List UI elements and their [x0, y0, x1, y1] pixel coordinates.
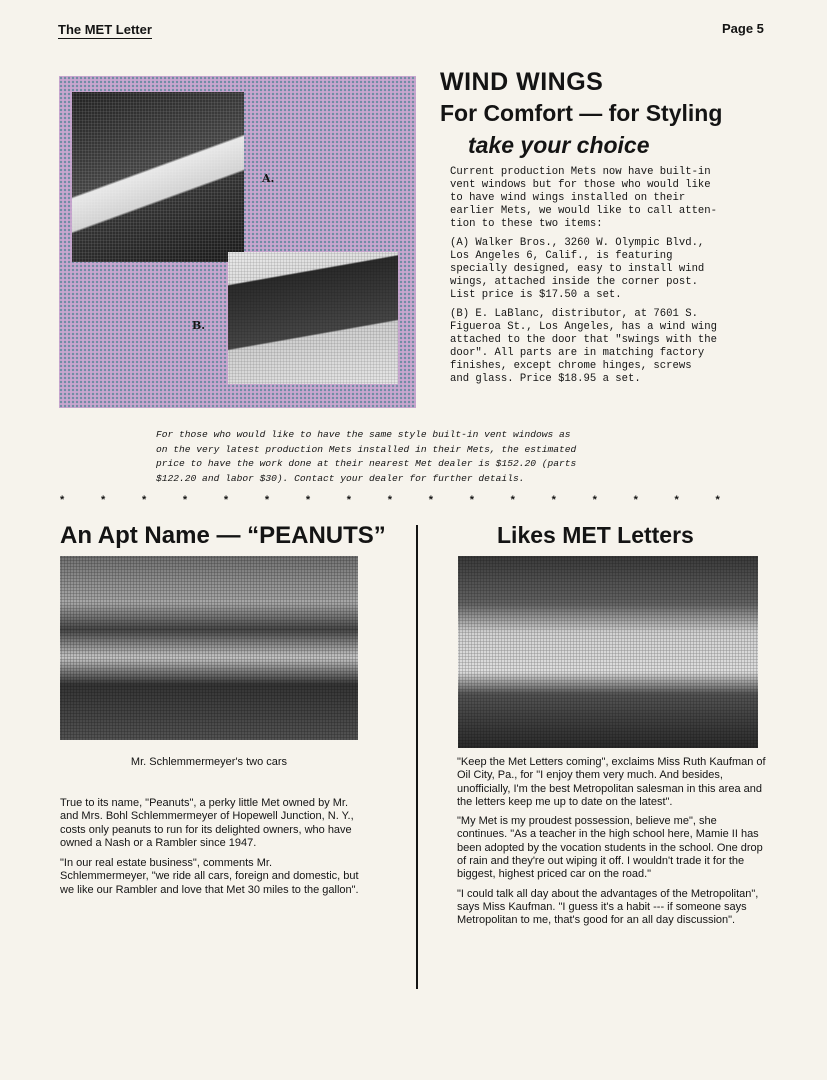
wind-wings-subtitle: For Comfort — for Styling — [440, 100, 723, 126]
divider-star: * — [305, 494, 311, 506]
photo-two-cars — [60, 556, 358, 740]
divider-star: * — [510, 494, 515, 506]
text-line: Los Angeles 6, Calif., is featuring — [450, 250, 673, 262]
text-line: List price is $17.50 a set. — [450, 289, 622, 301]
divider-star: * — [715, 494, 720, 506]
text-line: tion to these two items: — [450, 218, 603, 230]
paragraph: "Keep the Met Letters coming", exclaims Miss Ruth Kaufman of Oil City, Pa., for "I enjoy them very much. And besides, unofficially, I'm the best Metropolitan salesman in this area and the letters keep me up to date on the latest". — [457, 756, 766, 808]
note-line: For those who would like to have the same style built-in vent windows as — [156, 429, 571, 440]
text-line: Figueroa St., Los Angeles, has a wind wing — [450, 321, 718, 333]
text-line: finishes, except chrome hinges, screws — [450, 360, 692, 372]
divider-star: * — [182, 494, 188, 506]
text-line: earlier Mets, we would like to call atten- — [450, 205, 718, 217]
photo-label-b: B. — [192, 319, 206, 332]
paragraph: "My Met is my proudest possession, believe me", she continues. "As a teacher in the high school here, Mamie II has been adopted by the vocation students in the school. One drop of rain and they're out wiping it off. I wouldn't trade it for the biggest, highest priced car on the road." — [457, 815, 763, 881]
photo-wind-wing-a — [72, 92, 244, 262]
text-line: (A) Walker Bros., 3260 W. Olympic Blvd., — [450, 237, 705, 249]
divider-star: * — [633, 494, 638, 506]
paragraph: "In our real estate business", comments Mr. Schlemmermeyer, "we ride all cars, foreign and domestic, but we like our Rambler and love that Met 30 miles to the gallon". — [60, 857, 359, 896]
text-line: specially designed, easy to install wind — [450, 263, 705, 275]
divider-star: * — [100, 494, 106, 506]
divider-star: * — [469, 494, 474, 506]
text-line: vent windows but for those who would like — [450, 179, 711, 191]
peanuts-photo-caption: Mr. Schlemmermeyer's two cars — [130, 756, 288, 768]
text-line: attached to the door that "swings with the — [450, 334, 718, 346]
divider-star: * — [592, 494, 597, 506]
divider-star: * — [674, 494, 679, 506]
wind-wings-item-a — [450, 237, 770, 302]
peanuts-title: An Apt Name — “PEANUTS” — [60, 522, 386, 549]
divider-star: * — [551, 494, 556, 506]
wind-wings-body — [450, 166, 770, 392]
divider-star: * — [346, 494, 352, 506]
wind-wings-item-b — [450, 308, 770, 386]
note-line: $122.20 and labor $30). Contact your dealer for further details. — [156, 472, 525, 484]
divider-star: * — [428, 494, 433, 506]
divider-star: * — [387, 494, 393, 506]
text-line: Current production Mets now have built-in — [450, 166, 711, 178]
text-line: wings, attached inside the corner post. — [450, 276, 698, 288]
divider-star: * — [141, 494, 147, 506]
page-number: Page 5 — [722, 21, 764, 36]
divider-star: * — [60, 494, 65, 506]
paragraph: True to its name, "Peanuts", a perky little Met owned by Mr. and Mrs. Bohl Schlemmermeyer of Hopewell Junction, N. Y., costs only peanuts to run for its delighted owners, who have owned a Nash or a Rambler since 1947. — [60, 797, 354, 849]
column-rule — [416, 525, 418, 989]
wind-wings-note — [156, 428, 576, 486]
peanuts-body — [60, 797, 360, 904]
photo-label-a: A. — [262, 172, 275, 185]
wind-wings-title: WIND WINGS — [440, 68, 604, 96]
photo-convertible — [458, 556, 758, 748]
photo-wind-wing-b — [228, 252, 398, 384]
text-line: to have wind wings installed on their — [450, 192, 686, 204]
note-line: on the very latest production Mets installed in their Mets, the estimated — [156, 443, 577, 455]
divider-star: * — [223, 494, 229, 506]
paragraph: "I could talk all day about the advantages of the Metropolitan", says Miss Kaufman. "I guess it's a habit --- if someone says Metropolitan to me, that's good for an all day discussion". — [457, 887, 759, 927]
wind-wings-tagline: take your choice — [468, 132, 650, 158]
masthead: The MET Letter — [58, 22, 152, 37]
text-line: (B) E. LaBlanc, distributor, at 7601 S. — [450, 308, 698, 320]
text-line: and glass. Price $18.95 a set. — [450, 373, 641, 385]
text-line: door". All parts are in matching factory — [450, 347, 705, 359]
star-divider — [60, 494, 720, 506]
wind-wings-intro — [450, 166, 770, 231]
likes-body — [457, 756, 767, 934]
likes-title: Likes MET Letters — [497, 522, 694, 548]
divider-star: * — [264, 494, 270, 506]
note-line: price to have the work done at their nearest Met dealer is $152.20 (parts — [156, 458, 577, 469]
